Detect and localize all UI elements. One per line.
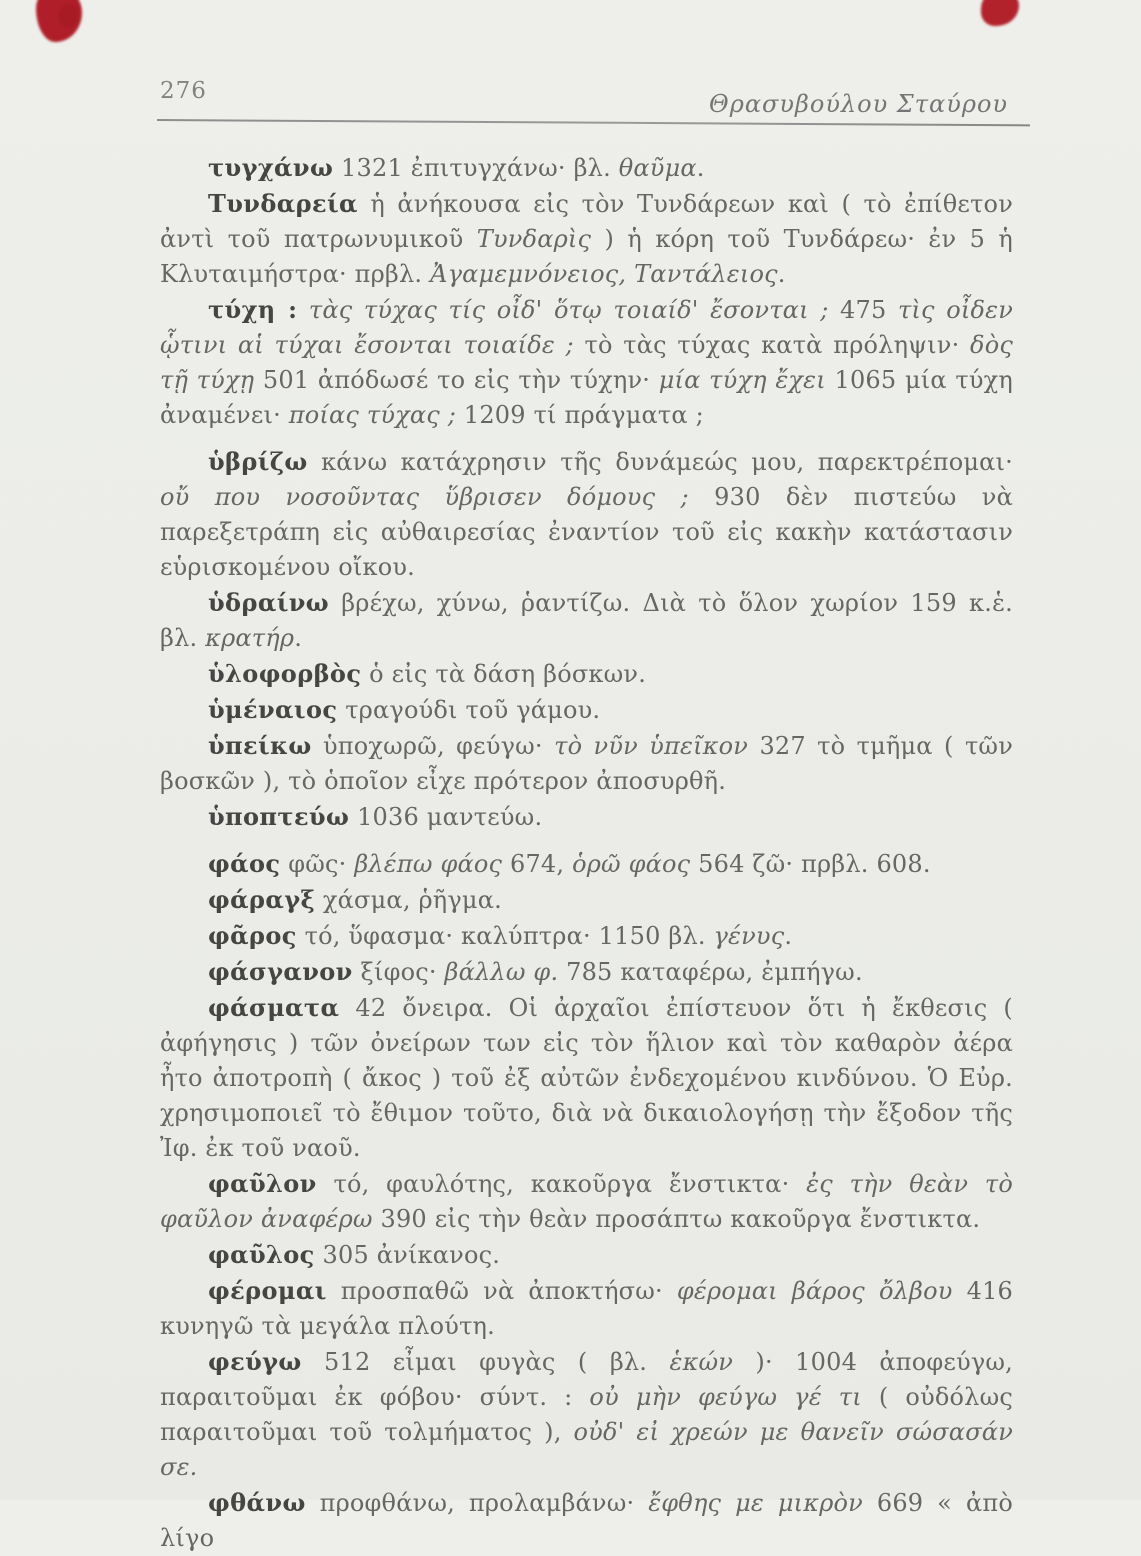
entry-headword: φαῦλον bbox=[208, 1169, 317, 1198]
entry-text-run: τὸ τὰς τύχας κατὰ πρόληψιν· bbox=[584, 331, 971, 359]
entry-text-run: 512 εἶμαι φυγὰς ( βλ. bbox=[301, 1348, 670, 1376]
entry-text-run: βάλλω φ. bbox=[444, 958, 567, 986]
header-rule bbox=[157, 119, 1030, 126]
entry-headword: τυγχάνω bbox=[208, 153, 334, 182]
entry-text-run: φῶς· bbox=[280, 850, 355, 878]
entry-text-run: χάσμα, ῥῆγμα. bbox=[315, 886, 502, 914]
entry-headword: ὑδραίνω bbox=[208, 588, 330, 617]
entry-paragraph bbox=[160, 954, 1013, 990]
entry-text-run: 1065 μία τύχη ἀναμένει· bbox=[160, 366, 1013, 429]
entry-text-run: κρατήρ bbox=[205, 624, 295, 652]
entry-headword: φεύγω bbox=[208, 1347, 302, 1376]
entry-headword: φᾶρος bbox=[208, 921, 297, 950]
entry-text-run: φέρομαι βάρος ὄλβου bbox=[676, 1277, 967, 1305]
entry-headword: ὑπείκω bbox=[208, 731, 312, 760]
entry-text-run: 416 κυνηγῶ τὰ μεγάλα πλούτη. bbox=[160, 1277, 1014, 1340]
entry-text-run: . bbox=[784, 922, 793, 950]
entry-headword: φέρομαι bbox=[208, 1276, 327, 1305]
entry-text-run: 930 δὲν πιστεύω νὰ παρεξετράπη εἰς αὐθαιρεσίας ἐναντίον τοῦ εἰς κακὴν κατάστασιν εὑρισκομένου οἴκου. bbox=[160, 483, 1013, 581]
entry-paragraph bbox=[160, 292, 1013, 433]
entry-text-run: βλέπω φάος bbox=[354, 850, 510, 878]
page-number: 276 bbox=[160, 78, 207, 104]
entry-paragraph bbox=[160, 846, 1013, 882]
entry-text-run: )· 1004 ἀποφεύγω, παραιτοῦμαι ἐκ φόβου· σύντ. : bbox=[160, 1348, 1013, 1411]
entry-headword: φάραγξ bbox=[208, 885, 316, 914]
entry-text-run: ἔφθης με μικρὸν bbox=[648, 1489, 877, 1517]
entry-paragraph bbox=[160, 585, 1013, 656]
entry-text-run: ξίφος· bbox=[352, 958, 445, 986]
entry-text-run: ὑποχωρῶ, φεύγω· bbox=[311, 732, 555, 760]
entry-paragraph bbox=[160, 186, 1013, 292]
entry-headword: ὑμέναιος bbox=[208, 695, 338, 724]
entry-text-run: ποίας τύχας ; bbox=[288, 401, 464, 429]
entry-text-run: . bbox=[696, 154, 705, 182]
entry-text-run: προσπαθῶ νὰ ἀποκτήσω· bbox=[326, 1277, 677, 1305]
entry-text-run: προφθάνω, προλαμβάνω· bbox=[305, 1489, 649, 1517]
entry-text-run: οὐδ' εἰ χρεών με θανεῖν σώσασάν σε. bbox=[160, 1418, 1013, 1481]
entry-text-run: ὁ εἰς τὰ δάση βόσκων. bbox=[361, 660, 647, 688]
entry-headword: φθάνω bbox=[208, 1488, 306, 1517]
entry-text-run: ) ἡ κόρη τοῦ Τυνδάρεω· ἐν 5 ἡ Κλυταιμήστρα· πρβλ. bbox=[160, 225, 1013, 288]
entry-text-run: κάνω κατάχρησιν τῆς δυνάμεώς μου, παρεκτρέπομαι· bbox=[307, 448, 1013, 476]
entry-text-run: . bbox=[294, 624, 303, 652]
entry-paragraph bbox=[160, 799, 1013, 835]
entry-text-run: 327 τὸ τμῆμα ( τῶν βοσκῶν ), τὸ ὁποῖον εἶχε πρότερον ἀποσυρθῆ. bbox=[160, 732, 1013, 795]
entry-paragraph bbox=[160, 1237, 1013, 1273]
entry-text-run: 1209 τί πράγματα ; bbox=[463, 401, 704, 429]
entry-headword: φαῦλος bbox=[208, 1240, 315, 1269]
entry-text-run: Ἀγαμεμνόνειος, Ταντάλειος bbox=[430, 260, 778, 288]
entry-paragraph bbox=[160, 990, 1013, 1166]
entry-paragraph bbox=[160, 656, 1013, 692]
page-body bbox=[160, 150, 1013, 1556]
entry-text-run: ἐς τὴν θεὰν τὸ φαῦλον ἀναφέρω bbox=[160, 1170, 1013, 1233]
entry-paragraph bbox=[160, 1273, 1013, 1344]
entry-text-run: Τυνδαρὶς bbox=[476, 225, 592, 253]
entry-headword: ὑποπτεύω bbox=[208, 802, 350, 831]
entry-text-run: 42 ὄνειρα. Οἱ ἀρχαῖοι ἐπίστευον ὅτι ἡ ἔκθεσις ( ἀφήγησις ) τῶν ὀνείρων των εἰς τὸν ἥλιον καὶ τὸν καθαρὸν ἀέρα ἦτο ἀποτροπὴ ( ἄκος ) τοῦ ἐξ αὐτῶν ἐνδεχομένου κινδύνου. Ὁ Εὐρ. χρησιμοποιεῖ τὸ ἔθιμον τοῦτο, διὰ νὰ δικαιολογήσῃ τὴν ἔξοδον τῆς Ἰφ. ἐκ τοῦ ναοῦ. bbox=[160, 994, 1013, 1162]
entry-text-run: 785 καταφέρω, ἐμπήγω. bbox=[566, 958, 863, 986]
entry-text-run: 390 εἰς τὴν θεὰν προσάπτω κακοῦργα ἔνστικτα. bbox=[380, 1205, 981, 1233]
entry-headword: τύχη : bbox=[208, 295, 298, 324]
running-header: Θρασυβούλου Σταύρου bbox=[709, 90, 1008, 118]
entry-paragraph bbox=[160, 692, 1013, 728]
entry-text-run: ( οὐδόλως παραιτοῦμαι τοῦ τολμήματος ), bbox=[160, 1383, 1013, 1446]
entry-text-run: ἑκών bbox=[669, 1348, 734, 1376]
entry-headword: φάσγανον bbox=[208, 957, 353, 986]
entry-text-run: 501 ἀπόδωσέ το εἰς τὴν τύχην· bbox=[262, 366, 659, 394]
entry-headword: φάος bbox=[208, 849, 281, 878]
entry-text-run: τό, φαυλότης, κακοῦργα ἔνστικτα· bbox=[316, 1170, 807, 1198]
red-ink-mark-left bbox=[36, 0, 82, 42]
entry-text-run: τὸ νῦν ὑπεῖκον bbox=[554, 732, 760, 760]
entry-paragraph bbox=[160, 728, 1013, 799]
entry-text-run: γένυς bbox=[713, 922, 785, 950]
entry-text-run: 669 « ἀπὸ λίγο bbox=[160, 1489, 1013, 1552]
entry-text-run: 305 ἀνίκανος. bbox=[314, 1241, 501, 1269]
entry-paragraph bbox=[160, 150, 1013, 186]
entry-paragraph bbox=[160, 444, 1013, 585]
entry-text-run: 674, bbox=[509, 850, 573, 878]
entry-text-run: δὸς τῇ τύχῃ bbox=[160, 331, 1013, 394]
entry-text-run: μία τύχη ἔχει bbox=[658, 366, 835, 394]
entry-paragraph bbox=[160, 1485, 1013, 1556]
entry-headword: φάσματα bbox=[208, 993, 340, 1022]
entry-paragraph bbox=[160, 918, 1013, 954]
entry-text-run: τὶς οἶδεν ᾧτινι αἱ τύχαι ἔσονται τοιαίδε ; bbox=[160, 296, 1013, 359]
entry-headword: Τυνδαρεία bbox=[208, 189, 358, 218]
entry-text-run: τραγούδι τοῦ γάμου. bbox=[337, 696, 601, 724]
entry-text-run: ὁρῶ φάος bbox=[572, 850, 699, 878]
entry-text-run: ἡ ἀνήκουσα εἰς τὸν Τυνδάρεων καὶ ( τὸ ἐπίθετον ἀντὶ τοῦ πατρωνυμικοῦ bbox=[160, 190, 1013, 253]
entry-text-run: οὐ μὴν φεύγω γέ τι bbox=[589, 1383, 879, 1411]
entry-text-run: 1321 ἐπιτυγχάνω· βλ. bbox=[333, 154, 619, 182]
entry-headword: ὑλοφορβὸς bbox=[208, 659, 362, 688]
entry-text-run: 1036 μαντεύω. bbox=[349, 803, 543, 831]
entry-text-run: οὔ που νοσοῦντας ὕβρισεν δόμους ; bbox=[160, 483, 715, 511]
red-ink-mark-right bbox=[981, 0, 1019, 26]
entry-text-run: βρέχω, χύνω, ῥαντίζω. Διὰ τὸ ὅλον χωρίον 159 κ.ἑ. βλ. bbox=[160, 589, 1013, 652]
entry-paragraph bbox=[160, 1166, 1013, 1237]
entry-text-run: . bbox=[777, 260, 786, 288]
entry-text-run: τὰς τύχας τίς οἶδ' ὅτῳ τοιαίδ' ἔσονται ; bbox=[297, 296, 841, 324]
entry-headword: ὑβρίζω bbox=[208, 447, 308, 476]
entry-paragraph bbox=[160, 882, 1013, 918]
entry-text-run: τό, ὕφασμα· καλύπτρα· 1150 βλ. bbox=[296, 922, 714, 950]
entry-text-run: θαῦμα bbox=[618, 154, 697, 182]
entry-paragraph bbox=[160, 1344, 1013, 1485]
entry-text-run: 564 ζῶ· πρβλ. 608. bbox=[698, 850, 931, 878]
entry-text-run: 475 bbox=[840, 296, 898, 324]
